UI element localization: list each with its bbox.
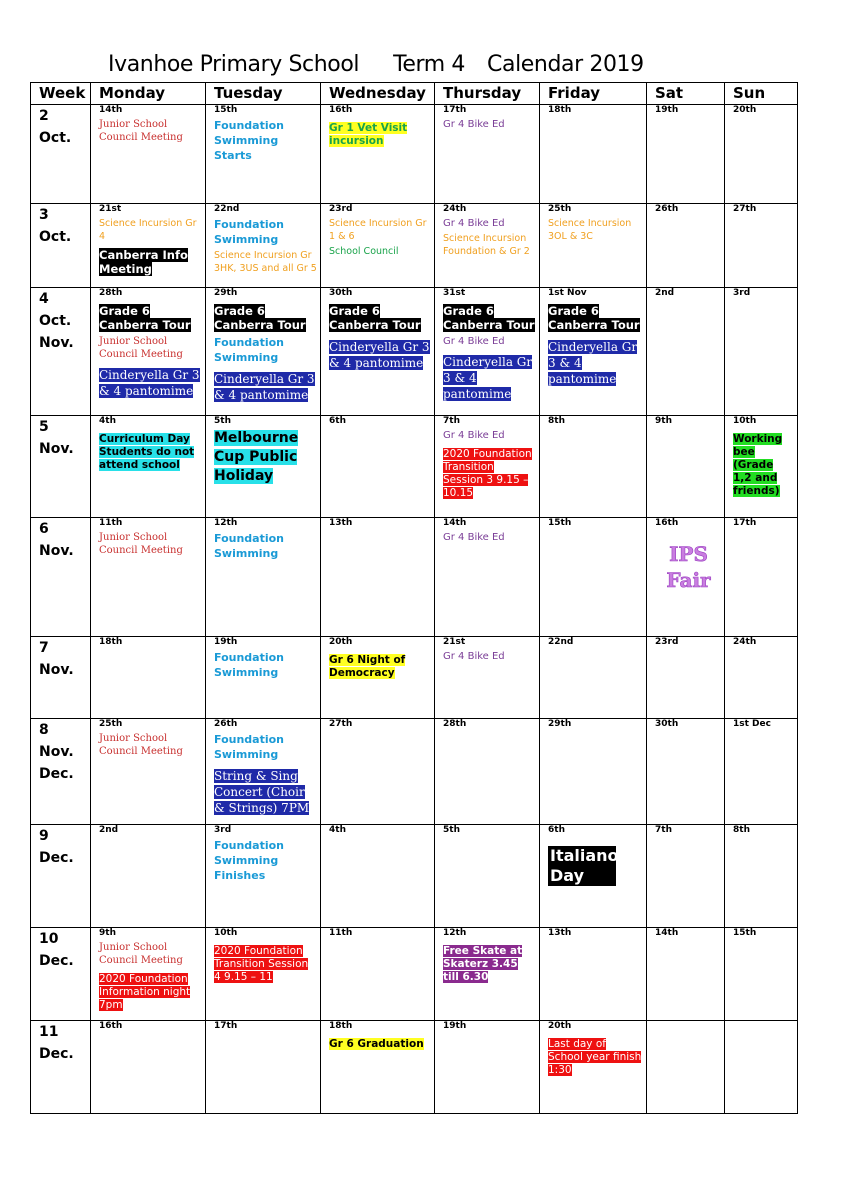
- week-month: Nov.: [39, 335, 74, 351]
- day-date: 3rd: [733, 288, 751, 298]
- term-label: Term 4: [393, 52, 466, 77]
- header-tuesday: Tuesday: [206, 83, 321, 105]
- week-number: 2: [39, 108, 49, 124]
- calendar-event: [443, 429, 537, 442]
- calendar-event: [99, 118, 203, 144]
- event-text: Science Incursion Foundation & Gr 2: [443, 233, 530, 257]
- day-date: 10th: [733, 416, 757, 426]
- day-date: 13th: [548, 928, 572, 938]
- event-text: Foundation Swimming Starts: [214, 119, 285, 162]
- calendar-event: [443, 945, 537, 984]
- day-cell: [647, 928, 725, 1021]
- event-text: Grade 6 Canberra Tour: [329, 304, 421, 332]
- event-text: Gr 4 Bike Ed: [443, 651, 505, 662]
- event-text: Foundation Swimming: [214, 733, 285, 761]
- calendar-event: [99, 973, 203, 1012]
- calendar-event: [214, 217, 318, 247]
- event-text: Grade 6 Canberra Tour: [548, 304, 640, 332]
- day-date: 15th: [548, 518, 572, 528]
- event-text: 2020 Foundation Transition Session 3 9.15 – 10.15: [443, 448, 532, 499]
- day-cell: [91, 105, 206, 204]
- day-date: 16th: [655, 518, 679, 528]
- calendar-event: [99, 531, 203, 557]
- event-text: School Council: [329, 246, 399, 257]
- calendar-event: [99, 732, 203, 758]
- day-date: 31st: [443, 288, 466, 298]
- day-cell: [540, 719, 647, 825]
- day-cell: [725, 204, 798, 288]
- day-cell: [91, 928, 206, 1021]
- day-date: 29th: [214, 288, 238, 298]
- header-monday: Monday: [91, 83, 206, 105]
- week-row: [31, 105, 798, 204]
- day-cell: [435, 719, 540, 825]
- calendar-body: [31, 105, 798, 1114]
- day-cell: [725, 719, 798, 825]
- event-text: Junior School Council Meeting: [99, 119, 183, 143]
- day-date: 20th: [548, 1021, 572, 1031]
- week-number: 9: [39, 828, 49, 844]
- day-date: 16th: [99, 1021, 123, 1031]
- day-date: 19th: [443, 1021, 467, 1031]
- day-cell: [725, 825, 798, 928]
- school-name: Ivanhoe Primary School: [108, 52, 360, 77]
- day-cell: [321, 637, 435, 719]
- calendar-event: [99, 249, 203, 277]
- term-calendar-table: [30, 82, 798, 1114]
- event-text: Foundation Swimming: [214, 651, 285, 679]
- day-date: 25th: [99, 719, 123, 729]
- day-cell: [206, 105, 321, 204]
- event-text: Science Incursion Gr 3HK, 3US and all Gr 5: [214, 250, 317, 274]
- day-date: 30th: [655, 719, 679, 729]
- calendar-event: [443, 305, 537, 333]
- calendar-event: [99, 217, 203, 243]
- week-number: 4: [39, 291, 49, 307]
- event-text: Science Incursion 3OL & 3C: [548, 218, 632, 242]
- calendar-event: [329, 1038, 432, 1051]
- day-date: 16th: [329, 105, 353, 115]
- day-cell: [321, 518, 435, 637]
- calendar-event: [443, 232, 537, 258]
- event-text: Gr 4 Bike Ed: [443, 336, 505, 347]
- day-cell: [435, 1021, 540, 1114]
- day-cell: [206, 637, 321, 719]
- event-text: Cinderyella Gr 3 & 4 pantomime: [548, 340, 638, 386]
- day-date: 14th: [99, 105, 123, 115]
- day-date: 12th: [214, 518, 238, 528]
- calendar-title: [108, 52, 644, 77]
- day-cell: [540, 1021, 647, 1114]
- day-cell: [540, 288, 647, 416]
- italiano-day-label: Italiano Day: [550, 846, 619, 885]
- calendar-event: [214, 305, 318, 333]
- week-cell: [31, 204, 91, 288]
- day-cell: [91, 204, 206, 288]
- day-date: 26th: [214, 719, 238, 729]
- event-text: Junior School Council Meeting: [99, 733, 183, 757]
- event-text: Cinderyella Gr 3 & 4 pantomime: [443, 355, 533, 401]
- event-text: Foundation Swimming: [214, 218, 285, 246]
- day-cell: [647, 204, 725, 288]
- calendar-event: [214, 945, 318, 984]
- event-text: Foundation Swimming: [214, 532, 285, 560]
- week-month: Oct.: [39, 130, 72, 146]
- calendar-event: [443, 531, 537, 544]
- day-cell: [91, 1021, 206, 1114]
- day-cell: [725, 518, 798, 637]
- week-month: Dec.: [39, 953, 74, 969]
- event-text: Science Incursion Gr 4: [99, 218, 197, 242]
- week-month: Nov.: [39, 744, 74, 760]
- day-cell: [206, 518, 321, 637]
- day-cell: [647, 1021, 725, 1114]
- day-date: 14th: [655, 928, 679, 938]
- day-date: 14th: [443, 518, 467, 528]
- calendar-event: [99, 305, 203, 333]
- event-text: Junior School Council Meeting: [99, 336, 183, 360]
- header-saturday: Sat: [647, 83, 725, 105]
- event-text: 2020 Foundation Transition Session 4 9.15 – 11: [214, 945, 309, 983]
- day-date: 8th: [548, 416, 565, 426]
- week-number: 8: [39, 722, 49, 738]
- day-date: 18th: [329, 1021, 353, 1031]
- calendar-event: [214, 732, 318, 762]
- day-date: 1st Nov: [548, 288, 587, 298]
- day-date: 25th: [548, 204, 572, 214]
- calendar-event: [214, 429, 318, 486]
- ips-fair-label: IPS Fair: [666, 542, 711, 592]
- week-row: [31, 637, 798, 719]
- day-cell: [435, 637, 540, 719]
- week-cell: [31, 288, 91, 416]
- day-cell: [540, 825, 647, 928]
- day-cell: [91, 416, 206, 518]
- event-text: Working bee (Grade 1,2 and friends): [733, 433, 783, 497]
- day-date: 11th: [329, 928, 353, 938]
- day-date: 30th: [329, 288, 353, 298]
- calendar-event: [733, 433, 795, 498]
- day-cell: [540, 105, 647, 204]
- header-week: Week: [31, 83, 91, 105]
- event-text: Gr 1 Vet Visit incursion: [329, 122, 408, 147]
- day-date: 10th: [214, 928, 238, 938]
- week-number: 5: [39, 419, 49, 435]
- week-month: Nov.: [39, 543, 74, 559]
- calendar-event: [214, 768, 318, 816]
- header-friday: Friday: [540, 83, 647, 105]
- day-cell: [540, 204, 647, 288]
- day-cell: [321, 719, 435, 825]
- calendar-event: [214, 650, 318, 680]
- calendar-event: [548, 217, 644, 243]
- day-cell: [206, 928, 321, 1021]
- event-text: Gr 6 Graduation: [329, 1038, 424, 1050]
- event-text: Grade 6 Canberra Tour: [443, 304, 535, 332]
- event-text: Melbourne Cup Public Holiday: [214, 430, 299, 484]
- day-cell: [321, 204, 435, 288]
- calendar-event: [329, 654, 432, 680]
- day-cell: [206, 204, 321, 288]
- header-wednesday: Wednesday: [321, 83, 435, 105]
- calendar-event: [443, 354, 537, 402]
- day-date: 7th: [443, 416, 460, 426]
- week-row: [31, 1021, 798, 1114]
- day-date: 17th: [443, 105, 467, 115]
- day-date: 21st: [443, 637, 466, 647]
- week-month: Oct.: [39, 229, 72, 245]
- event-text: String & Sing Concert (Choir & Strings) 7PM: [214, 769, 310, 815]
- calendar-event: [214, 335, 318, 365]
- day-date: 28th: [99, 288, 123, 298]
- day-cell: [435, 928, 540, 1021]
- week-number: 3: [39, 207, 49, 223]
- header-thursday: Thursday: [435, 83, 540, 105]
- day-date: 12th: [443, 928, 467, 938]
- day-cell: [647, 637, 725, 719]
- day-cell: [321, 928, 435, 1021]
- event-text: Last day of School year finish 1:30: [548, 1038, 642, 1076]
- day-cell: [91, 518, 206, 637]
- day-date: 20th: [733, 105, 757, 115]
- day-cell: [540, 637, 647, 719]
- event-text: Cinderyella Gr 3 & 4 pantomime: [214, 372, 315, 402]
- calendar-event: [443, 335, 537, 348]
- day-date: 2nd: [99, 825, 119, 835]
- day-cell: [91, 288, 206, 416]
- week-row: [31, 518, 798, 637]
- calendar-event: [443, 650, 537, 663]
- event-text: Gr 4 Bike Ed: [443, 430, 505, 441]
- calendar-event: [214, 531, 318, 561]
- week-row: [31, 825, 798, 928]
- day-cell: [725, 637, 798, 719]
- day-date: 19th: [214, 637, 238, 647]
- day-cell: [321, 825, 435, 928]
- event-text: Grade 6 Canberra Tour: [99, 304, 191, 332]
- day-date: 6th: [548, 825, 565, 835]
- day-date: 15th: [733, 928, 757, 938]
- week-number: 6: [39, 521, 49, 537]
- day-date: 21st: [99, 204, 122, 214]
- week-month: Nov.: [39, 662, 74, 678]
- week-cell: [31, 719, 91, 825]
- day-cell: [540, 928, 647, 1021]
- week-month: Dec.: [39, 850, 74, 866]
- calendar-event: [99, 335, 203, 361]
- day-cell: [206, 719, 321, 825]
- week-cell: [31, 518, 91, 637]
- day-date: 19th: [655, 105, 679, 115]
- day-date: 23rd: [329, 204, 353, 214]
- day-cell: [647, 288, 725, 416]
- day-date: 29th: [548, 719, 572, 729]
- event-text: Junior School Council Meeting: [99, 942, 183, 966]
- event-text: 2020 Foundation Information night 7pm: [99, 973, 191, 1011]
- day-cell: [435, 518, 540, 637]
- day-cell: [725, 288, 798, 416]
- calendar-event: [443, 118, 537, 131]
- day-date: 9th: [99, 928, 116, 938]
- day-date: 27th: [733, 204, 757, 214]
- day-cell: [91, 719, 206, 825]
- day-date: 24th: [733, 637, 757, 647]
- event-text: Foundation Swimming Finishes: [214, 839, 285, 882]
- calendar-event: [548, 1038, 644, 1077]
- day-cell: [725, 105, 798, 204]
- day-date: 5th: [214, 416, 231, 426]
- week-number: 7: [39, 640, 49, 656]
- day-date: 6th: [329, 416, 346, 426]
- day-cell: [206, 288, 321, 416]
- event-text: Cinderyella Gr 3 & 4 pantomime: [329, 340, 430, 370]
- header-row: [31, 83, 798, 105]
- calendar-event: [329, 339, 432, 371]
- day-cell: [540, 416, 647, 518]
- calendar-event: [443, 448, 537, 500]
- week-row: [31, 204, 798, 288]
- day-date: 4th: [99, 416, 116, 426]
- day-cell: [435, 204, 540, 288]
- week-month: Dec.: [39, 766, 74, 782]
- calendar-event: [99, 433, 203, 472]
- day-date: 8th: [733, 825, 750, 835]
- day-cell: [647, 825, 725, 928]
- calendar-event: [548, 339, 644, 387]
- day-cell: [647, 518, 725, 637]
- day-date: 15th: [214, 105, 238, 115]
- calendar-event: [214, 249, 318, 275]
- day-date: 4th: [329, 825, 346, 835]
- day-cell: [206, 825, 321, 928]
- day-date: 22nd: [548, 637, 574, 647]
- day-cell: [725, 1021, 798, 1114]
- week-cell: [31, 637, 91, 719]
- calendar-event: [214, 118, 318, 163]
- week-number: 11: [39, 1024, 59, 1040]
- event-text: Foundation Swimming: [214, 336, 285, 364]
- calendar-event: [329, 305, 432, 333]
- week-row: [31, 928, 798, 1021]
- event-text: Free Skate at Skaterz 3.45 till 6.30: [443, 945, 523, 983]
- calendar-event: [214, 838, 318, 883]
- week-cell: [31, 928, 91, 1021]
- day-date: 18th: [99, 637, 123, 647]
- week-row: [31, 288, 798, 416]
- day-date: 27th: [329, 719, 353, 729]
- day-cell: [321, 105, 435, 204]
- week-cell: [31, 105, 91, 204]
- week-cell: [31, 416, 91, 518]
- day-date: 23rd: [655, 637, 679, 647]
- day-date: 13th: [329, 518, 353, 528]
- day-cell: [435, 105, 540, 204]
- day-date: 17th: [214, 1021, 238, 1031]
- day-date: 1st Dec: [733, 719, 771, 729]
- day-date: 9th: [655, 416, 672, 426]
- day-date: 20th: [329, 637, 353, 647]
- day-date: 18th: [548, 105, 572, 115]
- week-row: [31, 719, 798, 825]
- event-text: Gr 4 Bike Ed: [443, 119, 505, 130]
- calendar-event: [99, 941, 203, 967]
- calendar-event: [443, 217, 537, 230]
- day-cell: [91, 825, 206, 928]
- day-date: 3rd: [214, 825, 232, 835]
- day-cell: [647, 105, 725, 204]
- day-cell: [725, 416, 798, 518]
- header-sunday: Sun: [725, 83, 798, 105]
- week-month: Nov.: [39, 441, 74, 457]
- week-number: 10: [39, 931, 59, 947]
- week-cell: [31, 825, 91, 928]
- day-cell: [321, 288, 435, 416]
- italiano-day-event: [548, 838, 644, 886]
- event-text: Gr 4 Bike Ed: [443, 218, 505, 229]
- calendar-event: [548, 305, 644, 333]
- event-text: Gr 6 Night of Democracy: [329, 654, 406, 679]
- calendar-event: [329, 122, 432, 148]
- day-cell: [321, 416, 435, 518]
- week-row: [31, 416, 798, 518]
- event-text: Cinderyella Gr 3 & 4 pantomime: [99, 368, 200, 398]
- day-date: 26th: [655, 204, 679, 214]
- day-date: 17th: [733, 518, 757, 528]
- event-text: Curriculum Day Students do not attend school: [99, 433, 195, 471]
- calendar-event: [214, 371, 318, 403]
- day-date: 11th: [99, 518, 123, 528]
- day-cell: [540, 518, 647, 637]
- day-cell: [91, 637, 206, 719]
- day-cell: [725, 928, 798, 1021]
- event-text: Junior School Council Meeting: [99, 532, 183, 556]
- day-date: 22nd: [214, 204, 240, 214]
- event-text: Science Incursion Gr 1 & 6: [329, 218, 427, 242]
- day-cell: [647, 719, 725, 825]
- week-month: Dec.: [39, 1046, 74, 1062]
- day-cell: [435, 288, 540, 416]
- day-cell: [435, 416, 540, 518]
- day-cell: [206, 1021, 321, 1114]
- day-date: 28th: [443, 719, 467, 729]
- calendar-event: [99, 367, 203, 399]
- day-cell: [206, 416, 321, 518]
- day-cell: [647, 416, 725, 518]
- day-cell: [435, 825, 540, 928]
- event-text: Canberra Info Meeting: [99, 248, 188, 276]
- day-date: 5th: [443, 825, 460, 835]
- day-date: 24th: [443, 204, 467, 214]
- event-text: Gr 4 Bike Ed: [443, 532, 505, 543]
- day-date: 7th: [655, 825, 672, 835]
- calendar-event: [329, 217, 432, 243]
- calendar-event: [329, 245, 432, 258]
- day-cell: [321, 1021, 435, 1114]
- week-cell: [31, 1021, 91, 1114]
- event-text: Grade 6 Canberra Tour: [214, 304, 306, 332]
- week-month: Oct.: [39, 313, 72, 329]
- calendar-year-label: Calendar 2019: [487, 52, 644, 77]
- day-date: 2nd: [655, 288, 675, 298]
